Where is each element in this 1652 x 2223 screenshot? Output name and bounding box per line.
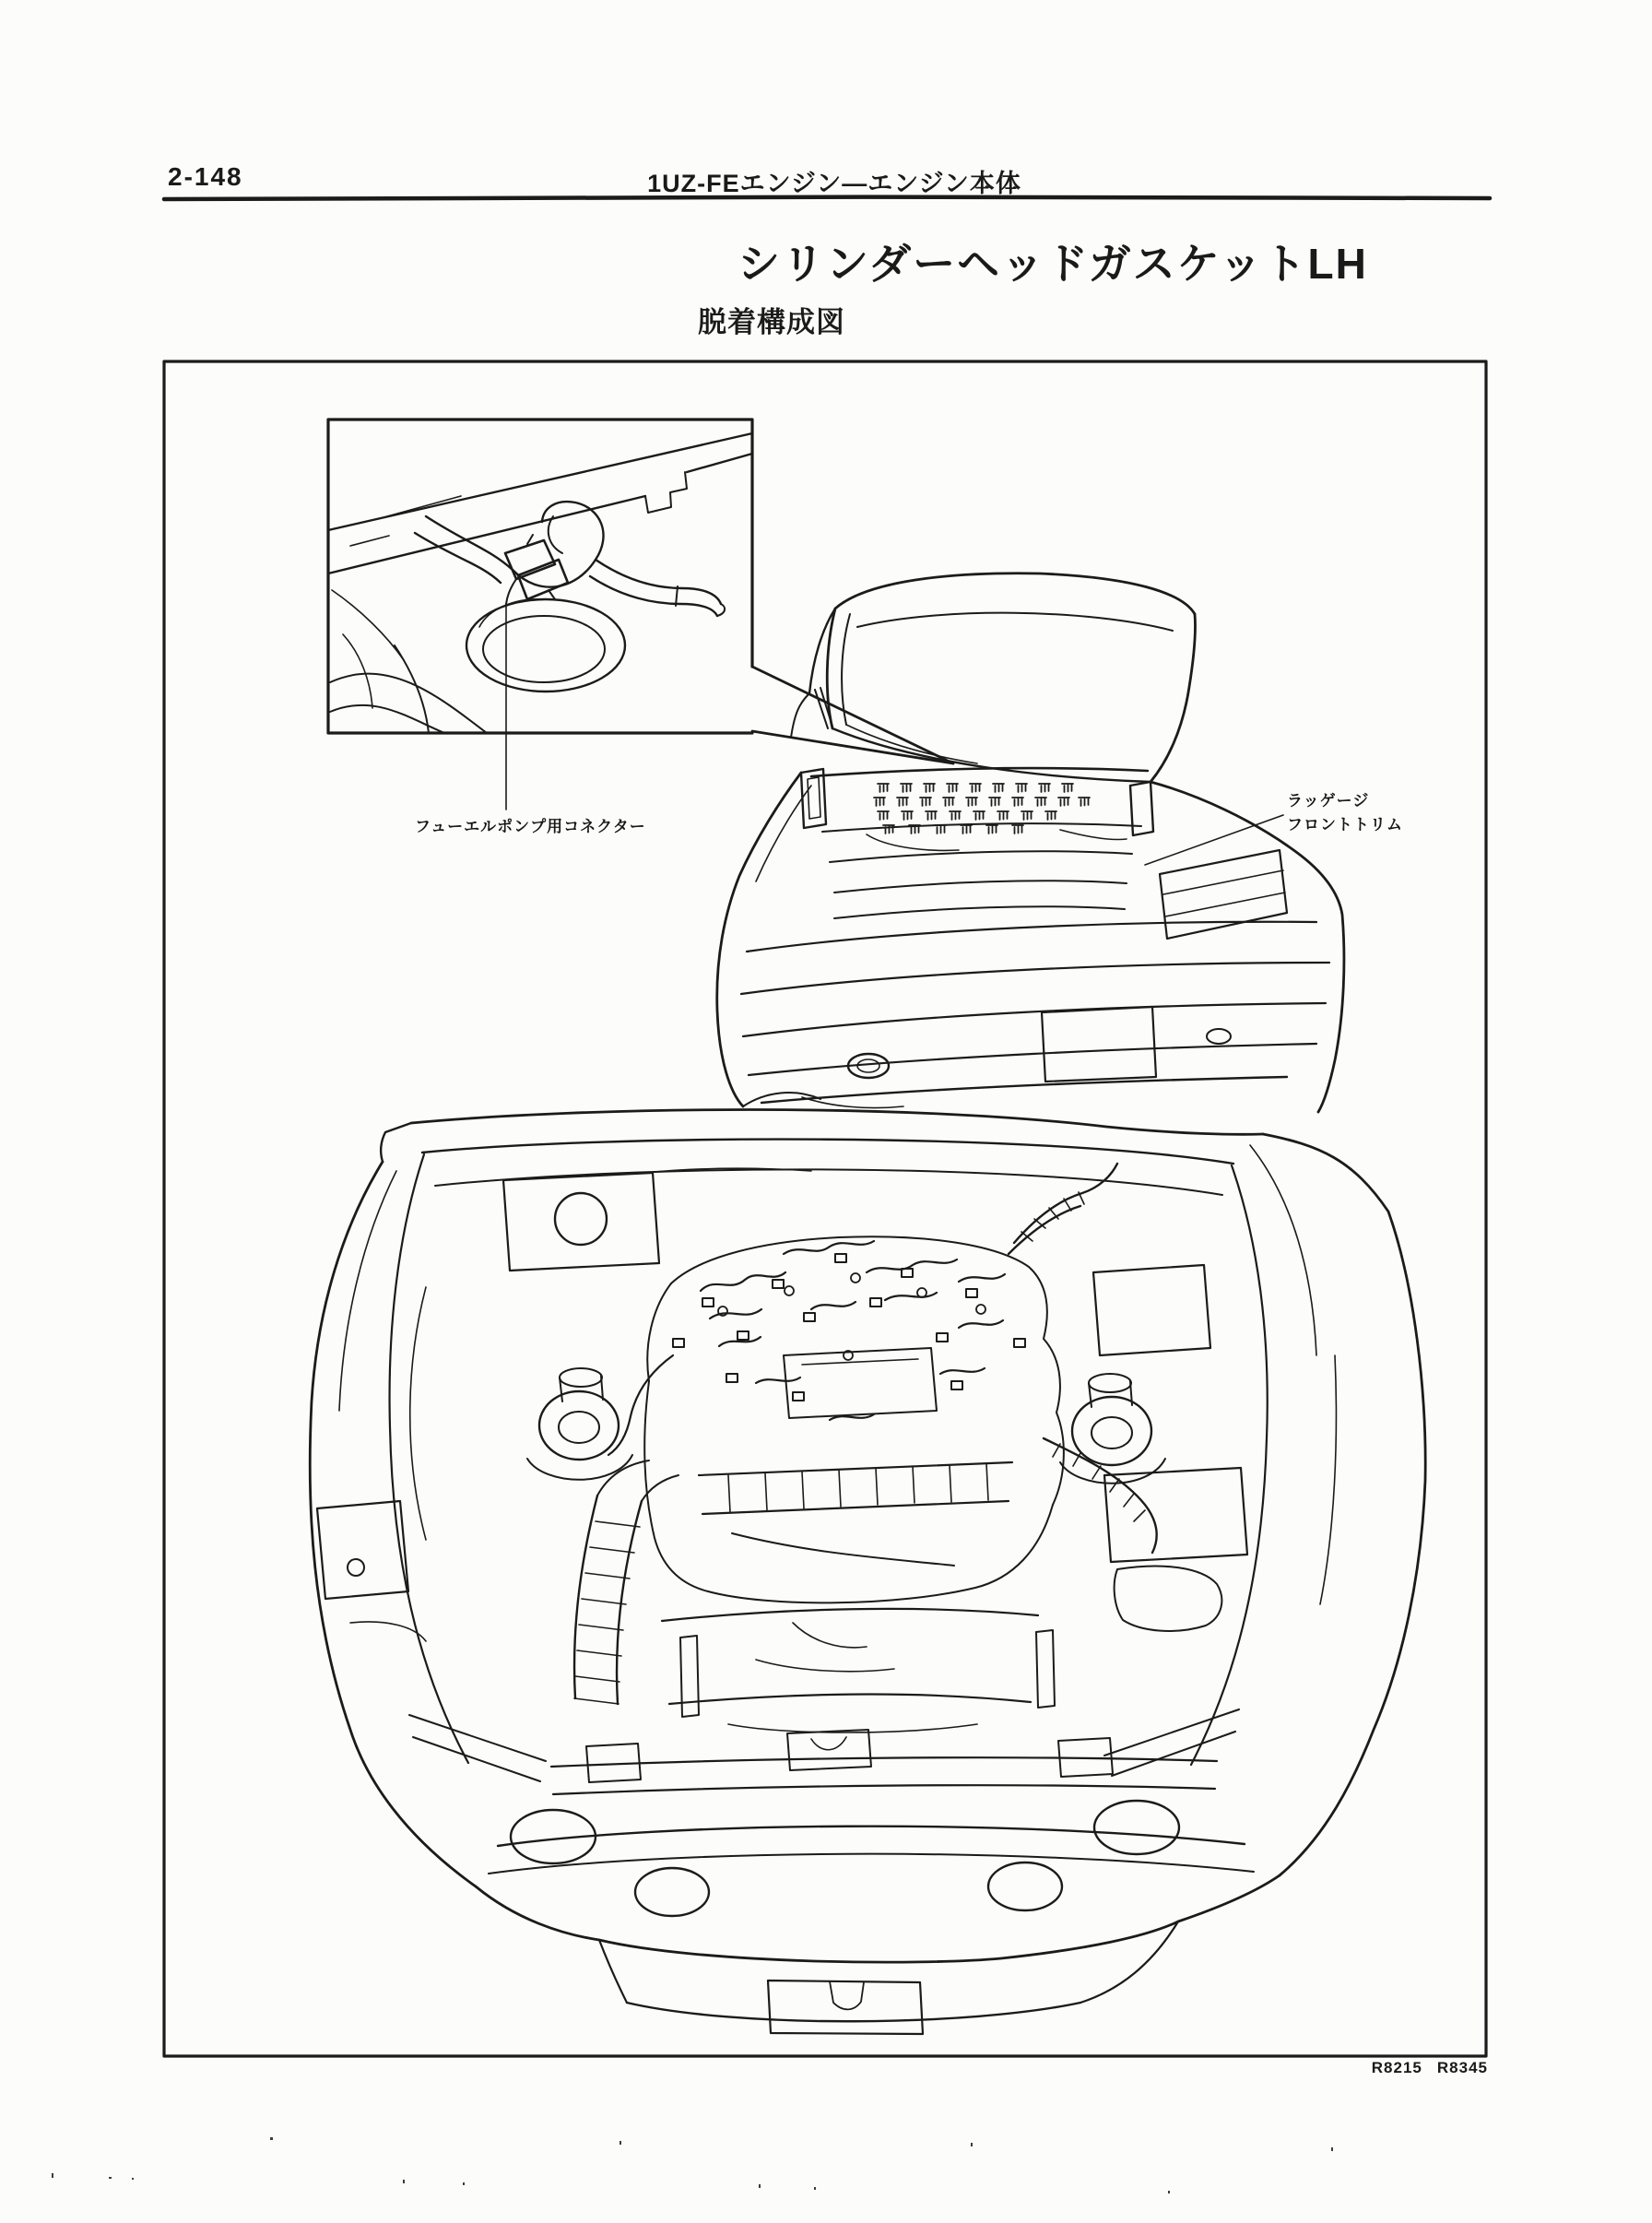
injector-connectors	[673, 1254, 1025, 1401]
inset-detail-connector	[328, 420, 752, 810]
engine-bay-view	[310, 1110, 1425, 2035]
header-title: 1UZ-FEエンジン―エンジン本体	[647, 170, 1021, 197]
figure-ref-1: R8215	[1371, 2059, 1422, 2076]
subsection-title: 脱着構成図	[698, 306, 845, 338]
page-number: 2-148	[168, 162, 243, 191]
luggage-front-trim-label	[1287, 789, 1403, 837]
figure-ref-2: R8345	[1436, 2059, 1488, 2076]
luggage-front-trim-label-line1: ラッゲージ	[1287, 792, 1370, 810]
header-rule	[164, 197, 1490, 199]
section-title: シリンダーヘッドガスケットLH	[738, 240, 1368, 288]
callout-wedge	[752, 667, 953, 763]
coil-caps	[718, 1273, 985, 1360]
luggage-trim-leader-line	[1145, 815, 1283, 865]
car-rear-view	[717, 573, 1344, 1112]
fuel-pump-connector-label: フューエルポンプ用コネクター	[415, 818, 646, 835]
figure-reference-codes	[1291, 2059, 1488, 2077]
luggage-front-trim-label-line2: フロントトリム	[1287, 816, 1403, 834]
